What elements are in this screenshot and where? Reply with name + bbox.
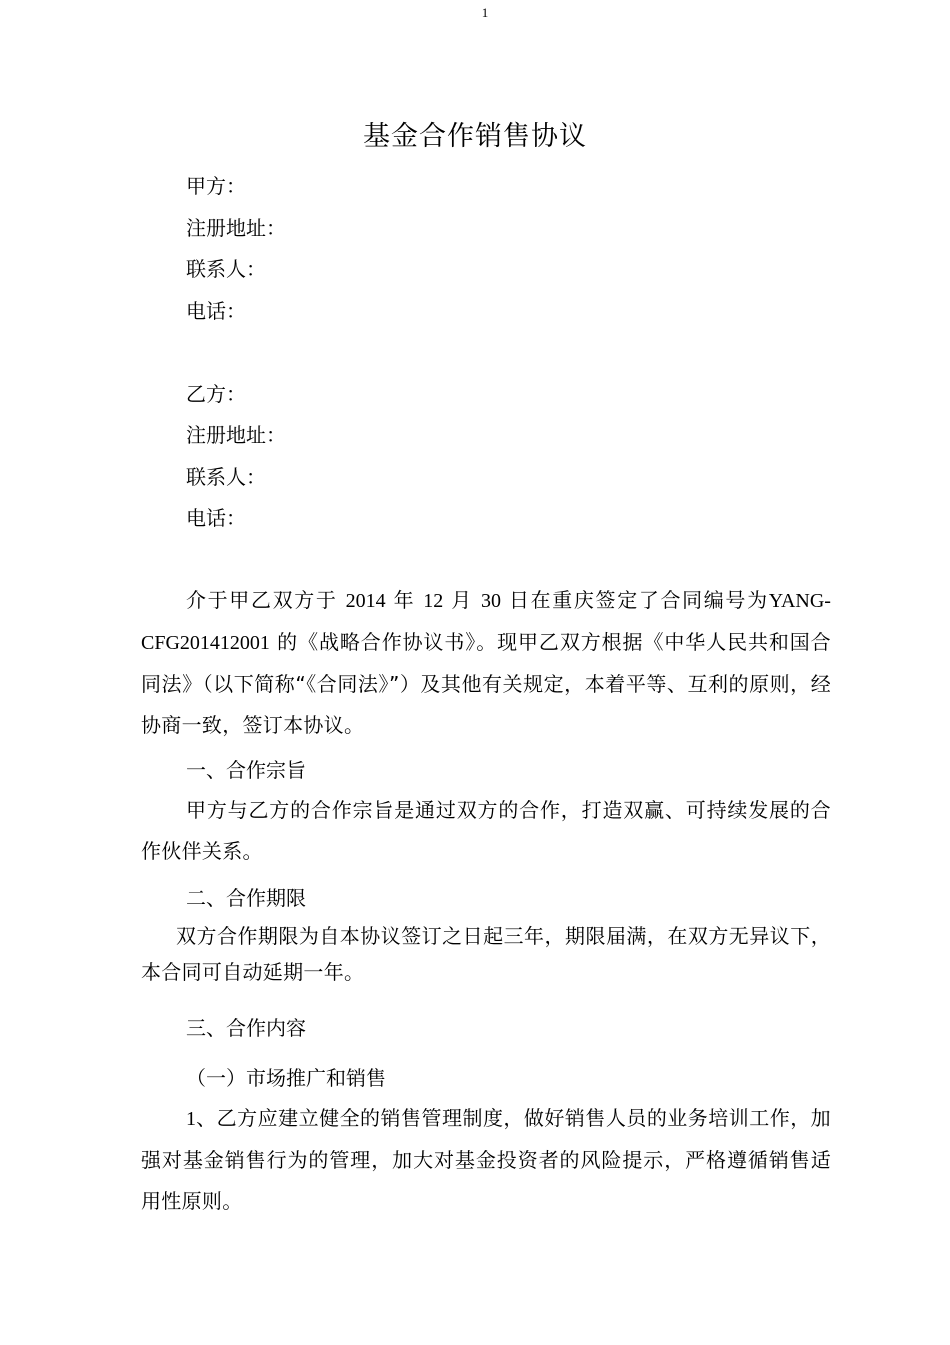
section-3-sub-heading: （一）市场推广和销售 <box>186 1066 386 1090</box>
party-a-contact-label: 联系人： <box>186 257 266 281</box>
contract-number: YANG-CFG201412001 <box>141 590 831 654</box>
section-1-body: 甲方与乙方的合作宗旨是通过双方的合作，打造双赢、可持续发展的合作伙伴关系。 <box>141 798 831 863</box>
section-3-heading: 三、合作内容 <box>186 1016 306 1040</box>
section-2-body: 双方合作期限为自本协议签订之日起三年，期限届满，在双方无异议下，本合同可自动延期一年。 <box>141 924 831 984</box>
party-b-phone-label: 电话： <box>186 506 246 530</box>
document-title: 基金合作销售协议 <box>363 121 587 152</box>
section-3-item-1: 1、乙方应建立健全的销售管理制度，做好销售人员的业务培训工作，加强对基金销售行为的管理，加大对基金投资者的风险提示，严格遵循销售适用性原则。 <box>141 1106 831 1213</box>
intro-paragraph: 介于甲乙双方于 2014 年 12 月 30 日在重庆签定了合同编号为YANG-CFG201412001 的《战略合作协议书》。现甲乙双方根据《中华人民共和国合同法》（以下简称“《合同法》”）及其他有关规定，本着平等、互利的原则，经协商一致，签订本协议。 <box>141 588 831 737</box>
party-b-contact-label: 联系人： <box>186 465 266 489</box>
party-b-address-label: 注册地址： <box>186 423 286 447</box>
party-a-phone-label: 电话： <box>186 299 246 323</box>
party-a-name-label: 甲方： <box>186 174 246 198</box>
section-2-heading: 二、合作期限 <box>186 886 306 910</box>
party-a-address-label: 注册地址： <box>186 216 286 240</box>
page-number: 1 <box>481 5 489 20</box>
party-b-name-label: 乙方： <box>186 382 246 406</box>
section-1-heading: 一、合作宗旨 <box>186 758 306 782</box>
